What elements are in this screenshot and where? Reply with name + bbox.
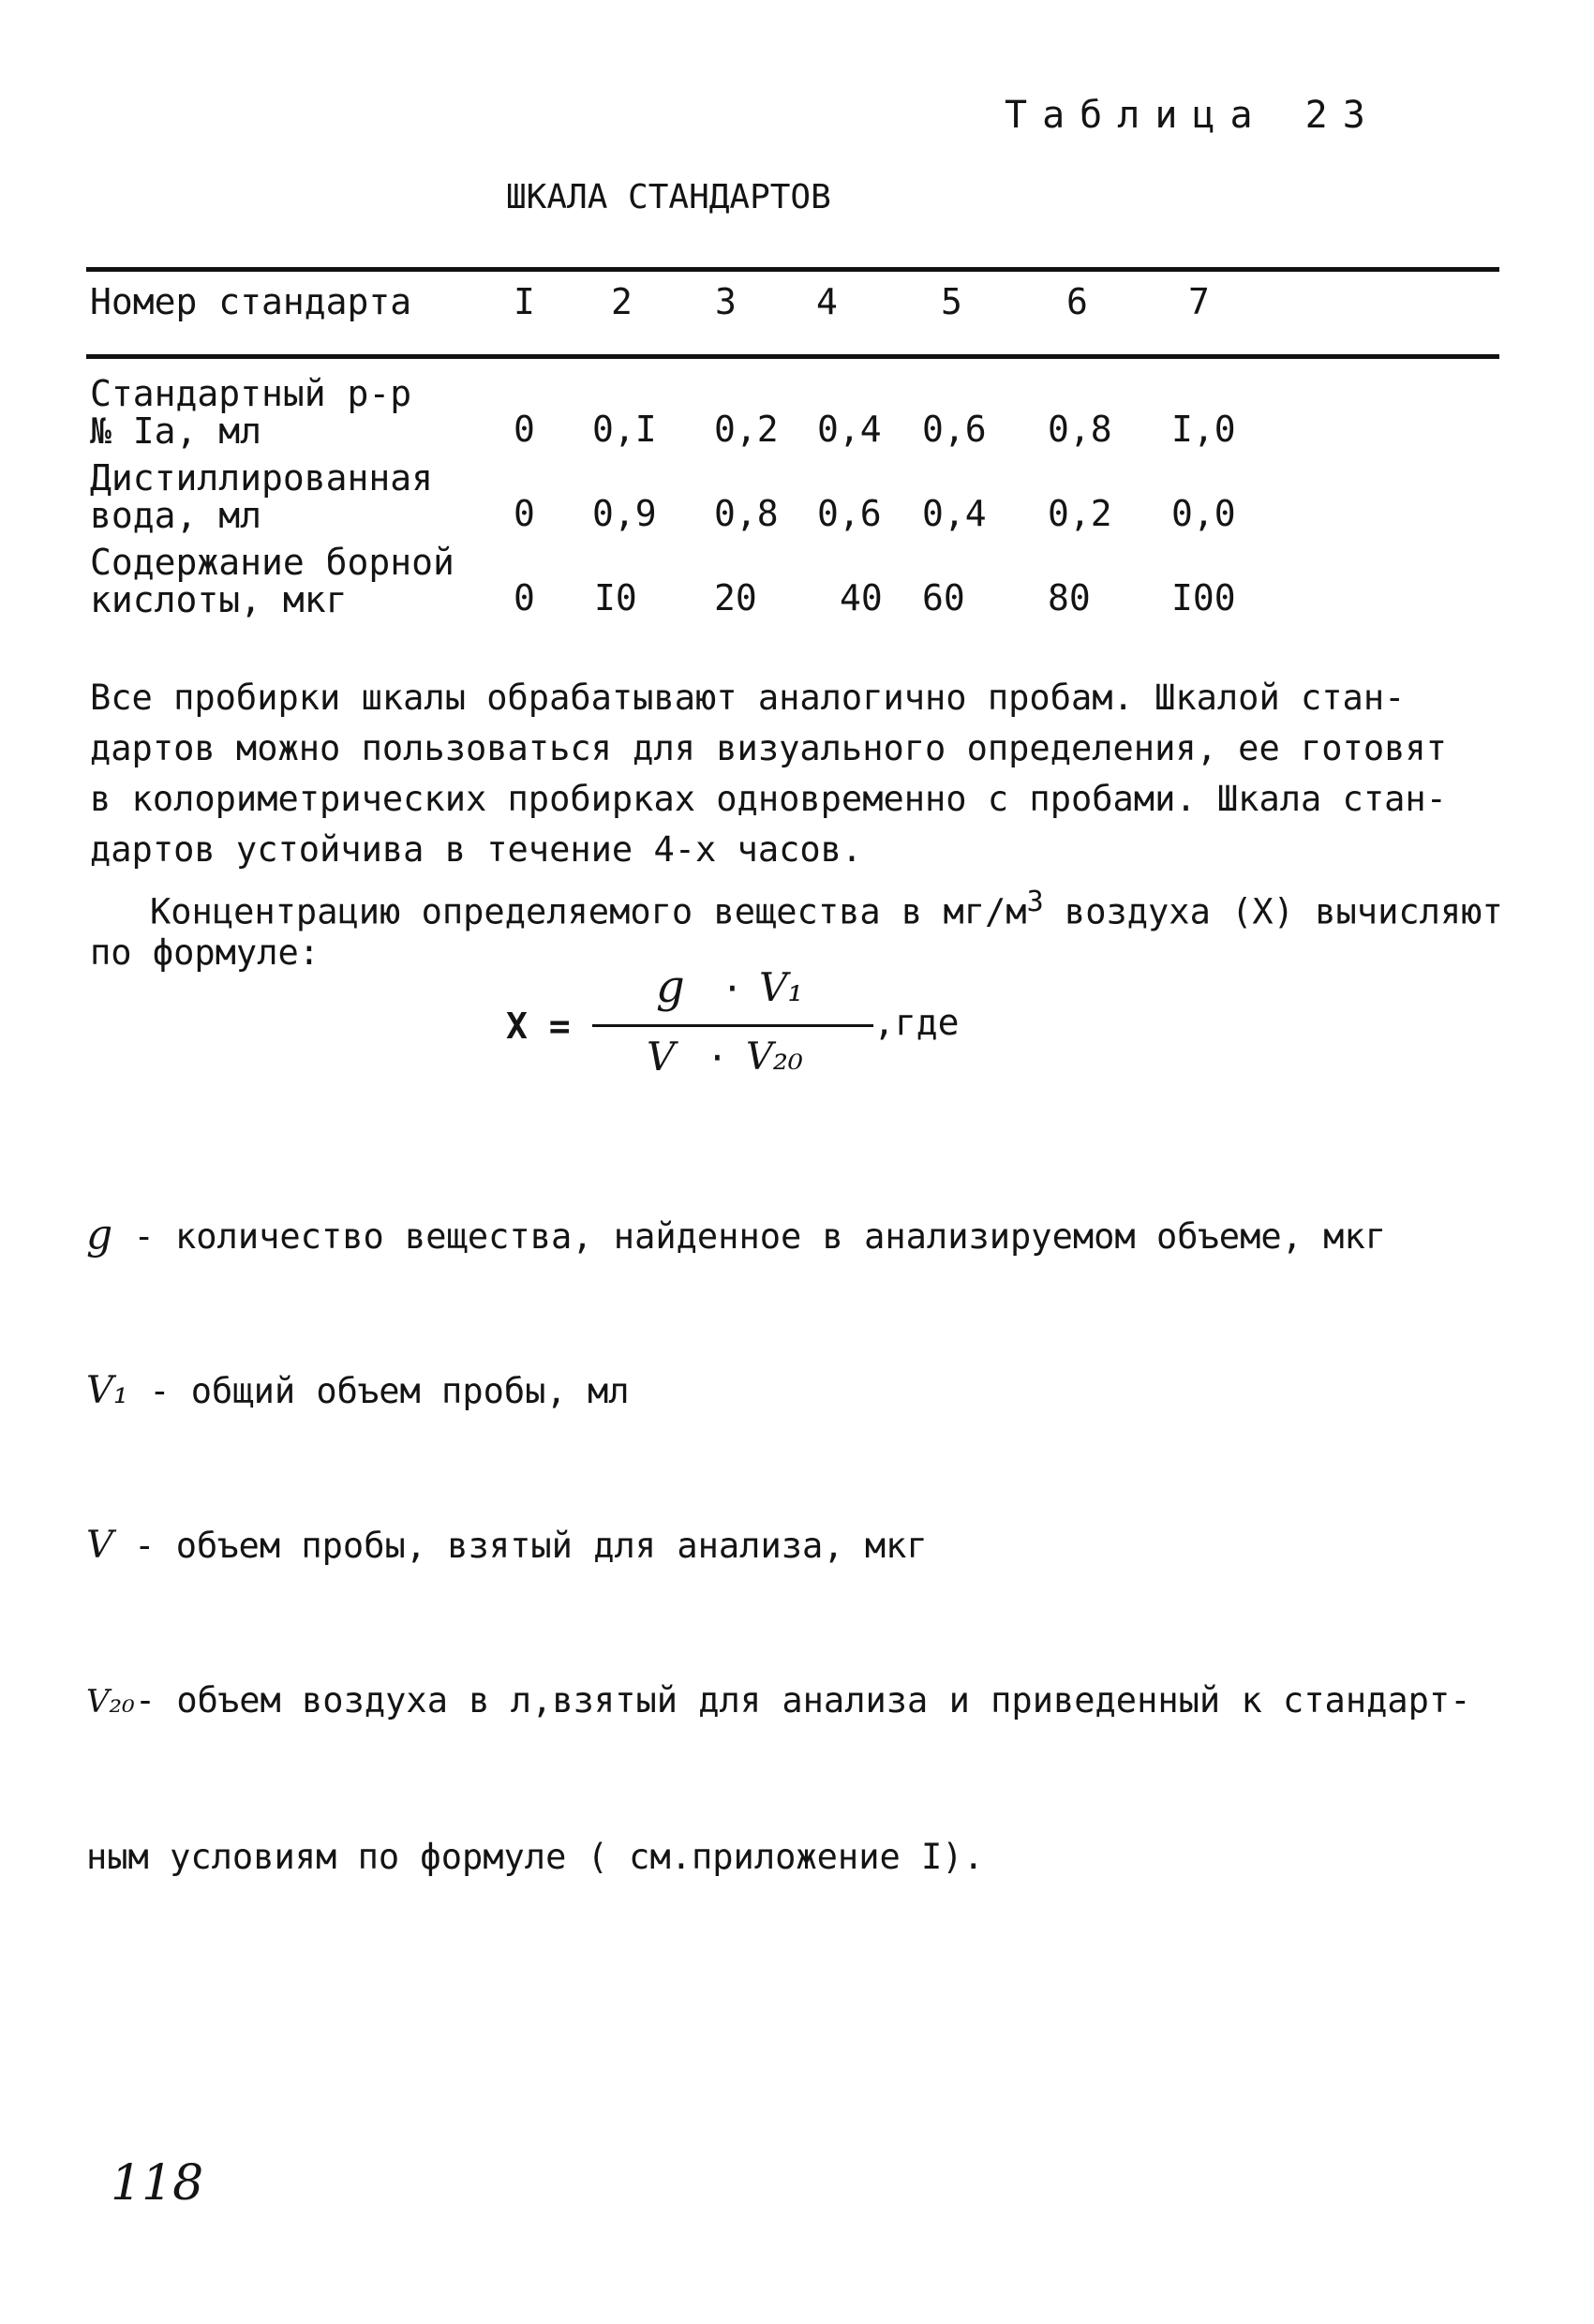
table-cell: 0,4 [817, 409, 882, 450]
table-cell: I0 [594, 577, 637, 618]
header-label: Номер стандарта [90, 281, 412, 322]
definition-symbol: g [86, 1211, 113, 1259]
table-cell: 0 [514, 493, 535, 534]
paragraph-text: Концентрацию определяемого вещества в мг/м [150, 891, 1027, 932]
formula [506, 961, 1031, 1092]
table-cell: 0,0 [1171, 493, 1236, 534]
formula-dot: · [722, 968, 743, 1009]
paragraph-concentration [150, 877, 1503, 937]
table-cell: I00 [1171, 577, 1236, 618]
definition-text: - объем пробы, взятый для анализа, мкг [112, 1526, 928, 1566]
paragraph-text: воздуха (X) вычисляют [1043, 891, 1503, 932]
table-cell: I,0 [1171, 409, 1236, 450]
column-header: 5 [941, 281, 962, 322]
superscript: 3 [1026, 886, 1044, 918]
table-cell: 0,4 [922, 493, 987, 534]
table-cell: 0,9 [592, 493, 657, 534]
formula-numerator-v1: V₁ [759, 964, 804, 1010]
column-header: 2 [611, 281, 633, 322]
definition-symbol: V₁ [86, 1369, 128, 1412]
table-title: ШКАЛА СТАНДАРТОВ [506, 178, 831, 216]
column-header: 7 [1188, 281, 1210, 322]
definition-item [86, 1365, 1470, 1417]
paragraph-concentration-line2: по формуле: [90, 932, 320, 973]
table-cell: 80 [1048, 577, 1091, 618]
table-cell: 0,2 [714, 409, 779, 450]
formula-lhs: X = [506, 1006, 571, 1047]
table-header-rule [86, 354, 1499, 359]
definition-continuation: ным условиям по формуле ( см.приложение I). [86, 1837, 984, 1877]
row-label: Стандартный р-р № Iа, мл [90, 373, 412, 452]
paragraph-body: Все пробирки шкалы обрабатывают аналогично пробам. Шкалой стан- дартов можно пользоваться для визуального определения, ее готовят в колориметрических пробирках одновременно с пробами. Шкала стан- дартов устойчива в течение 4-х часов. [90, 678, 1447, 870]
column-header: 6 [1066, 281, 1088, 322]
definition-text: - количество вещества, найденное в анализируемом объеме, мкг [112, 1216, 1387, 1257]
table-cell: 0,8 [1048, 409, 1112, 450]
fraction-bar [592, 1024, 873, 1027]
formula-numerator-g: g [656, 961, 685, 1013]
formula-suffix: ,где [873, 1002, 960, 1043]
table-cell: 0 [514, 409, 535, 450]
table-cell: 40 [840, 577, 883, 618]
table-cell: 20 [714, 577, 757, 618]
page-number: 118 [111, 2155, 204, 2212]
definition-item [86, 1209, 1470, 1262]
definition-text: - общий объем пробы, мл [127, 1371, 630, 1411]
definitions-list [86, 1106, 1470, 1934]
table-cell: 0,I [592, 409, 657, 450]
column-header: 4 [816, 281, 838, 322]
table-cell: 60 [922, 577, 965, 618]
table-cell: 0,6 [922, 409, 987, 450]
table-cell: 0 [514, 577, 535, 618]
row-label: Содержание борной кислоты, мкг [90, 542, 454, 620]
table-cell: 0,6 [817, 493, 882, 534]
column-header: I [514, 281, 535, 322]
definition-symbol: V [86, 1524, 113, 1567]
formula-denominator-v: V [647, 1034, 676, 1080]
row-label: Дистиллированная вода, мл [90, 457, 434, 536]
table-cell: 0,2 [1048, 493, 1112, 534]
definition-item [86, 1520, 1470, 1572]
column-header: 3 [715, 281, 737, 322]
table-caption: Таблица 23 [1005, 94, 1380, 137]
table-top-rule [86, 267, 1499, 272]
definition-item [86, 1675, 1470, 1728]
definition-symbol: V₂₀ [86, 1683, 135, 1721]
formula-denominator-v20: V₂₀ [746, 1035, 803, 1079]
formula-dot: · [707, 1037, 728, 1079]
table-cell: 0,8 [714, 493, 779, 534]
definition-text: - объем воздуха в л,взятый для анализа и приведенный к стандарт- [134, 1680, 1471, 1721]
